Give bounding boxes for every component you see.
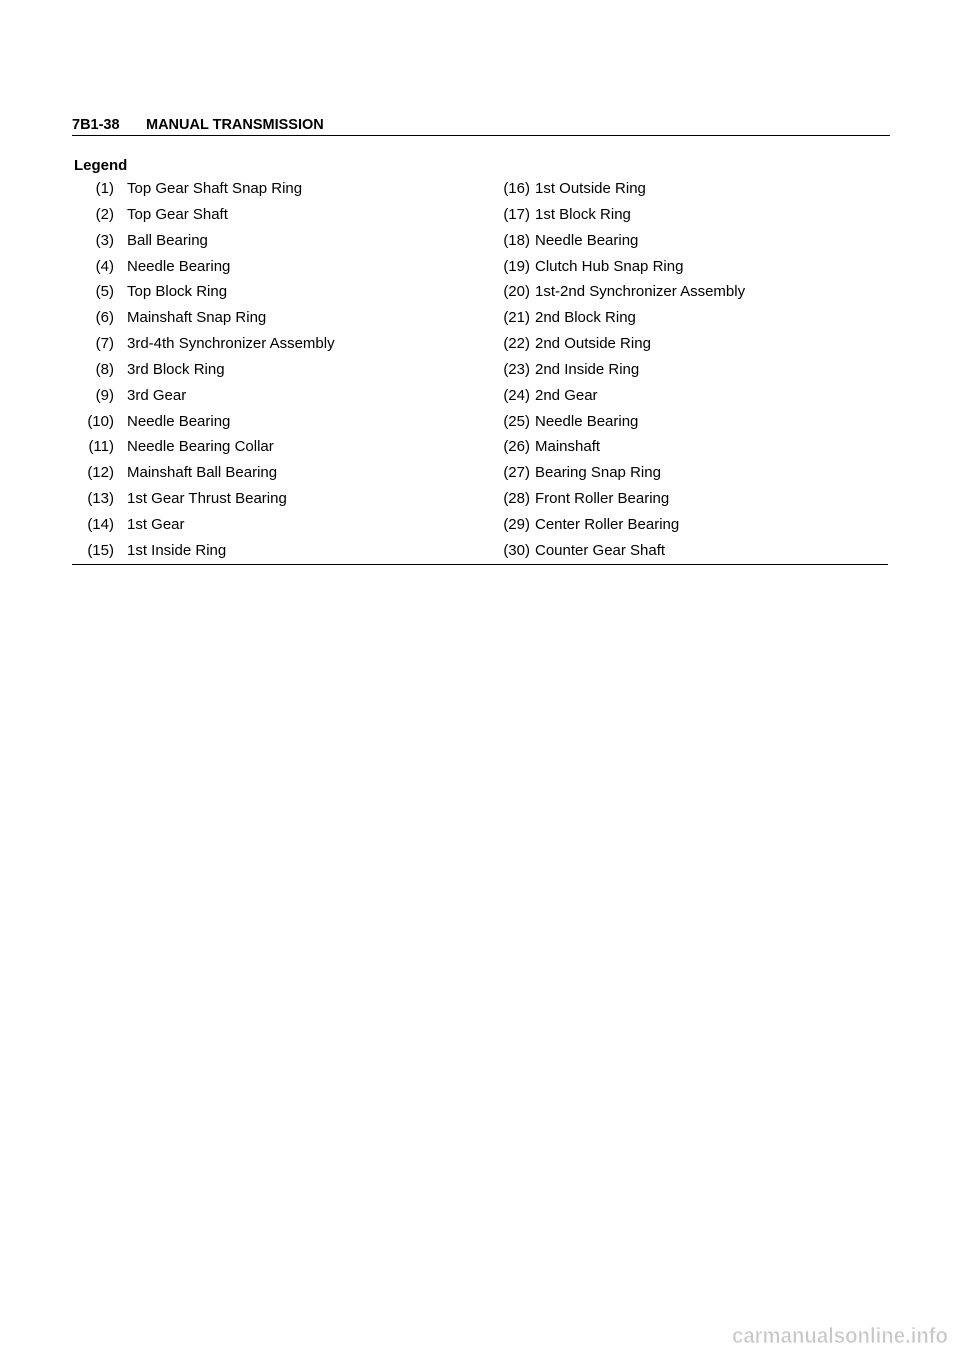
legend-table [72, 176, 888, 565]
legend-item [480, 460, 888, 486]
legend-item-label: 1st Outside Ring [535, 180, 646, 197]
legend-item-label: Front Roller Bearing [535, 490, 670, 508]
legend-item-label: 1st Inside Ring [127, 541, 227, 559]
legend-item [72, 512, 480, 538]
legend-item [72, 305, 480, 331]
legend-item [72, 434, 480, 460]
legend-item-number-cell [488, 176, 530, 202]
legend-item-label: Clutch Hub Snap Ring [535, 257, 684, 275]
legend-item [480, 512, 888, 538]
legend-item-label: 2nd Block Ring [535, 309, 636, 327]
legend-item [480, 357, 888, 383]
legend-item-label: 3rd-4th Synchronizer Assembly [127, 335, 335, 353]
legend-item-number: (26) [503, 438, 530, 456]
legend-column-left [72, 176, 480, 564]
legend-item-number-cell [488, 305, 530, 331]
legend-item-label: Mainshaft Snap Ring [127, 309, 267, 327]
legend-item-number-cell [72, 434, 114, 460]
legend-title: Legend [74, 157, 128, 174]
legend-item-number-cell [72, 512, 114, 538]
legend-item-label: Needle Bearing [535, 412, 639, 430]
legend-item-label: Needle Bearing Collar [127, 438, 274, 456]
legend-item-number-cell [488, 409, 530, 435]
legend-item [480, 254, 888, 280]
legend-item-number: (11) [88, 438, 114, 456]
legend-item-number: (15) [87, 541, 114, 559]
legend-item-number: (17) [503, 205, 530, 223]
legend-item [72, 202, 480, 228]
legend-item-number: (30) [503, 541, 530, 559]
legend-item [72, 331, 480, 357]
legend-item [480, 538, 888, 564]
legend-item-number: (14) [87, 515, 114, 533]
legend-item [480, 228, 888, 254]
legend-item-label: 1st-2nd Synchronizer Assembly [535, 283, 746, 301]
legend-item-label: 2nd Inside Ring [535, 360, 640, 378]
legend-item-number-cell [488, 279, 530, 305]
legend-item-number-cell [72, 486, 114, 512]
legend-item [480, 202, 888, 228]
section-title: MANUAL TRANSMISSION [146, 117, 324, 133]
legend-item-number-cell [488, 331, 530, 357]
legend-item-label: 2nd Outside Ring [535, 335, 651, 353]
legend-item-number-cell [488, 202, 530, 228]
legend-column-right [480, 176, 888, 564]
legend-item-number-cell [72, 228, 114, 254]
legend-item-number: (7) [95, 335, 114, 353]
legend-item-number-cell [72, 279, 114, 305]
legend-item [480, 176, 888, 202]
legend-item [480, 434, 888, 460]
legend-item-number: (18) [503, 231, 530, 249]
legend-item [72, 538, 480, 564]
legend-item-number-cell [488, 460, 530, 486]
legend-item [480, 331, 888, 357]
legend-item-number: (12) [87, 464, 114, 482]
legend-item [72, 279, 480, 305]
legend-item-label: 3rd Gear [127, 386, 187, 404]
legend-item-number: (27) [503, 464, 530, 482]
legend-item-number: (6) [95, 309, 114, 327]
legend-item-number: (5) [95, 283, 114, 301]
legend-item [480, 279, 888, 305]
legend-item-label: 1st Gear Thrust Bearing [127, 490, 287, 508]
legend-item [72, 460, 480, 486]
legend-item-number: (23) [503, 360, 530, 378]
legend-item-number: (24) [503, 386, 530, 404]
legend-item-number-cell [488, 254, 530, 280]
legend-item-number: (3) [95, 231, 114, 249]
legend-item-number: (29) [503, 515, 530, 533]
legend-item-number-cell [72, 409, 114, 435]
legend-item-number-cell [488, 228, 530, 254]
legend-item [72, 486, 480, 512]
legend-item-number-cell [488, 486, 530, 512]
legend-item-label: Needle Bearing [127, 257, 231, 275]
legend-item-label: Ball Bearing [127, 231, 208, 249]
legend-item-number: (22) [503, 335, 530, 353]
legend-item-label: Top Block Ring [127, 283, 228, 301]
legend-item-label: 1st Block Ring [535, 205, 631, 223]
legend-item-number-cell [488, 512, 530, 538]
legend-item-number-cell [72, 383, 114, 409]
legend-item-number-cell [488, 538, 530, 564]
legend-item-number: (9) [95, 386, 114, 404]
legend-item [72, 176, 480, 202]
legend-item-label: Bearing Snap Ring [535, 464, 661, 482]
watermark [730, 1321, 950, 1349]
legend-item-number: (25) [503, 412, 530, 430]
legend-item-label: Top Gear Shaft [127, 205, 228, 223]
legend-item-number: (10) [87, 412, 114, 430]
legend-item-label: Counter Gear Shaft [535, 541, 666, 559]
legend-item-number: (8) [95, 360, 114, 378]
legend-item-number: (28) [503, 490, 530, 508]
page-header [72, 116, 890, 136]
legend-item-number: (16) [503, 180, 530, 197]
legend-item-number: (21) [503, 309, 530, 327]
legend-item [480, 409, 888, 435]
legend-item-number: (19) [503, 257, 530, 275]
legend-item-label: Needle Bearing [127, 412, 231, 430]
legend-item [480, 383, 888, 409]
legend-item-number: (13) [87, 490, 114, 508]
legend-item [480, 305, 888, 331]
legend-item-number-cell [72, 538, 114, 564]
legend-item-label: 2nd Gear [535, 386, 598, 404]
legend-item-label: Needle Bearing [535, 231, 639, 249]
watermark-text: carmanualsonline.info [732, 1323, 948, 1348]
legend-item-label: 1st Gear [127, 515, 185, 533]
legend-item-number-cell [488, 383, 530, 409]
legend-item-label: Center Roller Bearing [535, 515, 680, 533]
legend-item-number-cell [72, 331, 114, 357]
legend-item [72, 383, 480, 409]
legend-item-number-cell [488, 357, 530, 383]
legend-item [72, 254, 480, 280]
legend-item-number-cell [72, 357, 114, 383]
section-number: 7B1-38 [72, 117, 120, 133]
legend-item-label: Mainshaft [535, 438, 601, 456]
legend-item-label: Top Gear Shaft Snap Ring [127, 180, 303, 197]
legend-item-number: (4) [95, 257, 114, 275]
legend-item-number-cell [488, 434, 530, 460]
legend-item-label: 3rd Block Ring [127, 360, 225, 378]
legend-item [72, 409, 480, 435]
legend-item-number-cell [72, 305, 114, 331]
legend-item-number-cell [72, 460, 114, 486]
legend-item-label: Mainshaft Ball Bearing [127, 464, 278, 482]
legend-item [480, 486, 888, 512]
legend-item-number-cell [72, 254, 114, 280]
legend-item-number: (20) [503, 283, 530, 301]
legend-item [72, 228, 480, 254]
legend-item-number-cell [72, 202, 114, 228]
legend-item-number: (1) [95, 180, 114, 197]
legend-item-number-cell [72, 176, 114, 202]
legend-item-number: (2) [95, 205, 114, 223]
legend-item [72, 357, 480, 383]
